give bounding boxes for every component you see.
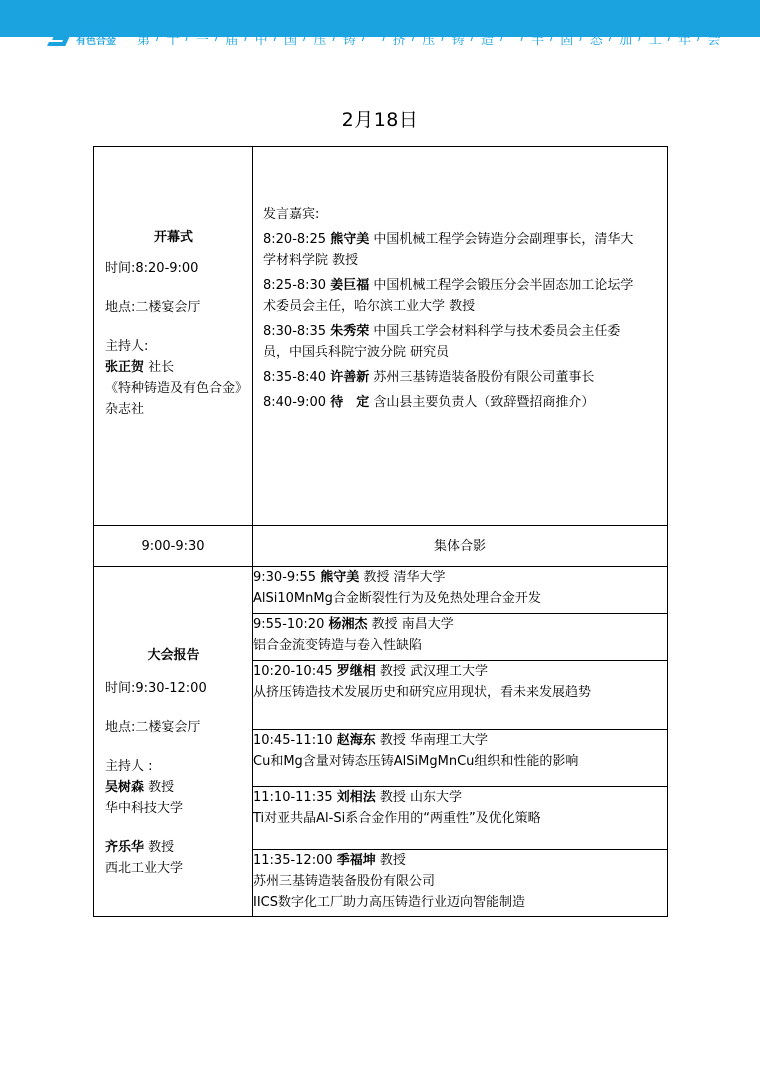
conference-title-char: 工 (648, 33, 662, 48)
conference-title-char: 半 (530, 33, 544, 48)
conference-title-separator: / (382, 29, 387, 44)
photo-label: 集体合影 (253, 526, 668, 567)
speakers-label: 发言嘉宾: (263, 207, 320, 222)
speaker-item (263, 275, 645, 317)
plenary-host-2-name: 齐乐华 (105, 840, 145, 855)
conference-title-separator: / (244, 29, 249, 44)
talk-1-info: 教授 清华大学 (359, 570, 446, 585)
conference-title-separator: / (470, 29, 475, 44)
speaker-item (263, 321, 645, 363)
conference-title-separator: / (667, 29, 672, 44)
plenary-host-2-title: 教授 (144, 840, 175, 855)
logo-line-2: 有色合金 (76, 36, 116, 47)
plenary-first-row (94, 567, 668, 614)
talk-2-speaker: 杨湘杰 (328, 617, 368, 632)
speaker-name: 许善新 (330, 370, 370, 385)
conference-title-separator: / (273, 29, 279, 44)
conference-title-separator: / (303, 29, 308, 44)
conference-title-separator: / (549, 29, 555, 44)
talk-5-time: 11:10-11:35 (253, 790, 337, 805)
speaker-name: 待 定 (330, 395, 370, 410)
talk-4-speaker: 赵海东 (336, 733, 376, 748)
talk-6-speaker: 季福坤 (336, 853, 376, 868)
plenary-host-1-title: 教授 (144, 780, 175, 795)
plenary-host-1 (105, 777, 242, 798)
conference-title-separator: / (500, 29, 505, 44)
opening-info-cell (94, 147, 253, 526)
plenary-host-2 (105, 837, 242, 858)
talk-5 (253, 787, 668, 850)
talk-1-topic: AlSi10MnMg合金断裂性行为及免热处理合金开发 (253, 591, 541, 606)
talk-3-time: 10:20-10:45 (253, 664, 337, 679)
speaker-name: 朱秀荣 (330, 324, 370, 339)
schedule-table (93, 146, 668, 917)
plenary-time: 时间:9:30-12:00 (105, 681, 207, 696)
speaker-item (263, 392, 645, 413)
talk-6-org: 苏州三基铸造装备股份有限公司 (253, 874, 436, 889)
speaker-time: 8:20-8:25 (263, 232, 331, 247)
speaker-item (263, 367, 645, 388)
conference-title-char: 年 (677, 33, 691, 48)
conference-title-char: 铸 (342, 33, 356, 48)
talk-2-topic: 铝合金流变铸造与卷入性缺陷 (253, 638, 423, 653)
speaker-list (263, 229, 645, 413)
opening-host (105, 357, 242, 378)
talk-5-topic: Ti对亚共晶Al-Si系合金作用的“两重性”及优化策略 (253, 811, 541, 826)
talk-6-time: 11:35-12:00 (253, 853, 337, 868)
talk-6 (253, 850, 668, 917)
conference-title-char: · (372, 29, 377, 44)
talk-3-speaker: 罗继相 (336, 664, 376, 679)
conference-title-char: 一 (195, 33, 209, 48)
conference-title-char: 固 (560, 33, 574, 48)
talk-2-time: 9:55-10:20 (253, 617, 329, 632)
opening-host-name: 张正贺 (105, 360, 145, 375)
conference-title-char: · (510, 29, 515, 44)
talk-3-info: 教授 武汉理工大学 (375, 664, 489, 679)
speaker-time: 8:40-9:00 (263, 395, 331, 410)
conference-title-separator: / (214, 29, 220, 44)
talk-5-speaker: 刘相法 (336, 790, 376, 805)
conference-title-char: 会 (707, 33, 721, 48)
conference-title-char: 造 (481, 33, 495, 48)
speaker-desc: 苏州三基铸造装备股份有限公司董事长 (369, 370, 595, 385)
speaker-desc: 含山县主要负责人（致辞暨招商推介） (369, 395, 595, 410)
talk-6-topic: IICS数字化工厂助力高压铸造行业迈向智能制造 (253, 895, 525, 910)
speaker-desc: 中国机械工程学会锻压分会半固态加工论坛学术委员会主任，哈尔滨工业大学 教授 (263, 278, 634, 314)
conference-title-separator: / (579, 29, 584, 44)
talk-1-speaker: 熊守美 (320, 570, 360, 585)
opening-title: 开幕式 (153, 230, 193, 245)
speaker-desc: 中国兵工学会材料科学与技术委员会主任委员，中国兵科院宁波分院 研究员 (263, 324, 621, 360)
photo-row (94, 526, 668, 567)
talk-1-time: 9:30-9:55 (253, 570, 321, 585)
photo-time: 9:00-9:30 (94, 526, 253, 567)
plenary-host-label: 主持人 : (105, 759, 153, 774)
plenary-host-1-org: 华中科技大学 (105, 801, 184, 816)
conference-title-char: 压 (313, 33, 327, 48)
plenary-title: 大会报告 (147, 648, 200, 663)
opening-row (94, 147, 668, 526)
speaker-name: 姜巨福 (330, 278, 370, 293)
conference-title-separator: / (361, 29, 367, 44)
opening-host-org: 《特种铸造及有色合金》杂志社 (105, 381, 242, 417)
conference-title-separator: / (608, 29, 614, 44)
speaker-time: 8:35-8:40 (263, 370, 331, 385)
conference-title-separator: / (520, 29, 525, 44)
opening-speakers-cell (253, 147, 668, 526)
plenary-host-2-org: 西北工业大学 (105, 861, 184, 876)
conference-title-separator: / (411, 29, 417, 44)
magazine-logo (48, 26, 116, 48)
conference-title-char: 加 (619, 33, 633, 48)
conference-title-separator: / (332, 29, 337, 44)
opening-host-label: 主持人: (105, 339, 149, 354)
conference-title-char: 国 (284, 33, 298, 48)
talk-5-info: 教授 山东大学 (375, 790, 463, 805)
opening-time: 时间:8:20-9:00 (105, 261, 199, 276)
conference-title-separator: / (156, 29, 161, 44)
conference-title-separator: / (185, 29, 190, 44)
logo-mark-icon (48, 27, 72, 47)
speaker-time: 8:30-8:35 (263, 324, 331, 339)
conference-title-char: 中 (254, 33, 268, 48)
talk-6-info: 教授 (375, 853, 406, 868)
talk-1 (253, 567, 668, 614)
conference-title-char: 届 (225, 33, 239, 48)
opening-host-title: 社长 (144, 360, 175, 375)
conference-title-char: 压 (422, 33, 436, 48)
talk-4 (253, 730, 668, 787)
logo-line-1: 特种铸造 (76, 26, 116, 37)
conference-title-char: 十 (166, 33, 180, 48)
opening-place: 地点:二楼宴会厅 (105, 300, 201, 315)
speaker-time: 8:25-8:30 (263, 278, 331, 293)
conference-title-char: 铸 (451, 33, 465, 48)
talk-4-topic: Cu和Mg含量对铸态压铸AlSiMgMnCu组织和性能的影响 (253, 754, 579, 769)
speaker-name: 熊守美 (330, 232, 370, 247)
conference-title-char: 态 (589, 33, 603, 48)
talk-4-info: 教授 华南理工大学 (375, 733, 489, 748)
talk-3-topic: 从挤压铸造技术发展历史和研究应用现状，看未来发展趋势 (253, 685, 592, 700)
plenary-info-cell (94, 567, 253, 917)
plenary-place: 地点:二楼宴会厅 (105, 720, 201, 735)
talk-2-info: 教授 南昌大学 (367, 617, 454, 632)
conference-title-char: 挤 (392, 33, 406, 48)
conference-title-separator: / (696, 29, 702, 44)
conference-title-separator: / (441, 29, 446, 44)
talk-2 (253, 614, 668, 661)
conference-title-char: 第 (137, 33, 151, 48)
page-date: 2月18日 (341, 109, 419, 131)
speaker-desc: 中国机械工程学会铸造分会副理事长，清华大学材料学院 教授 (263, 232, 634, 268)
plenary-host-1-name: 吴树森 (105, 780, 145, 795)
conference-title (137, 29, 720, 48)
talk-4-time: 10:45-11:10 (253, 733, 337, 748)
speaker-item (263, 229, 645, 271)
conference-title-separator: / (638, 29, 643, 44)
talk-3 (253, 661, 668, 730)
